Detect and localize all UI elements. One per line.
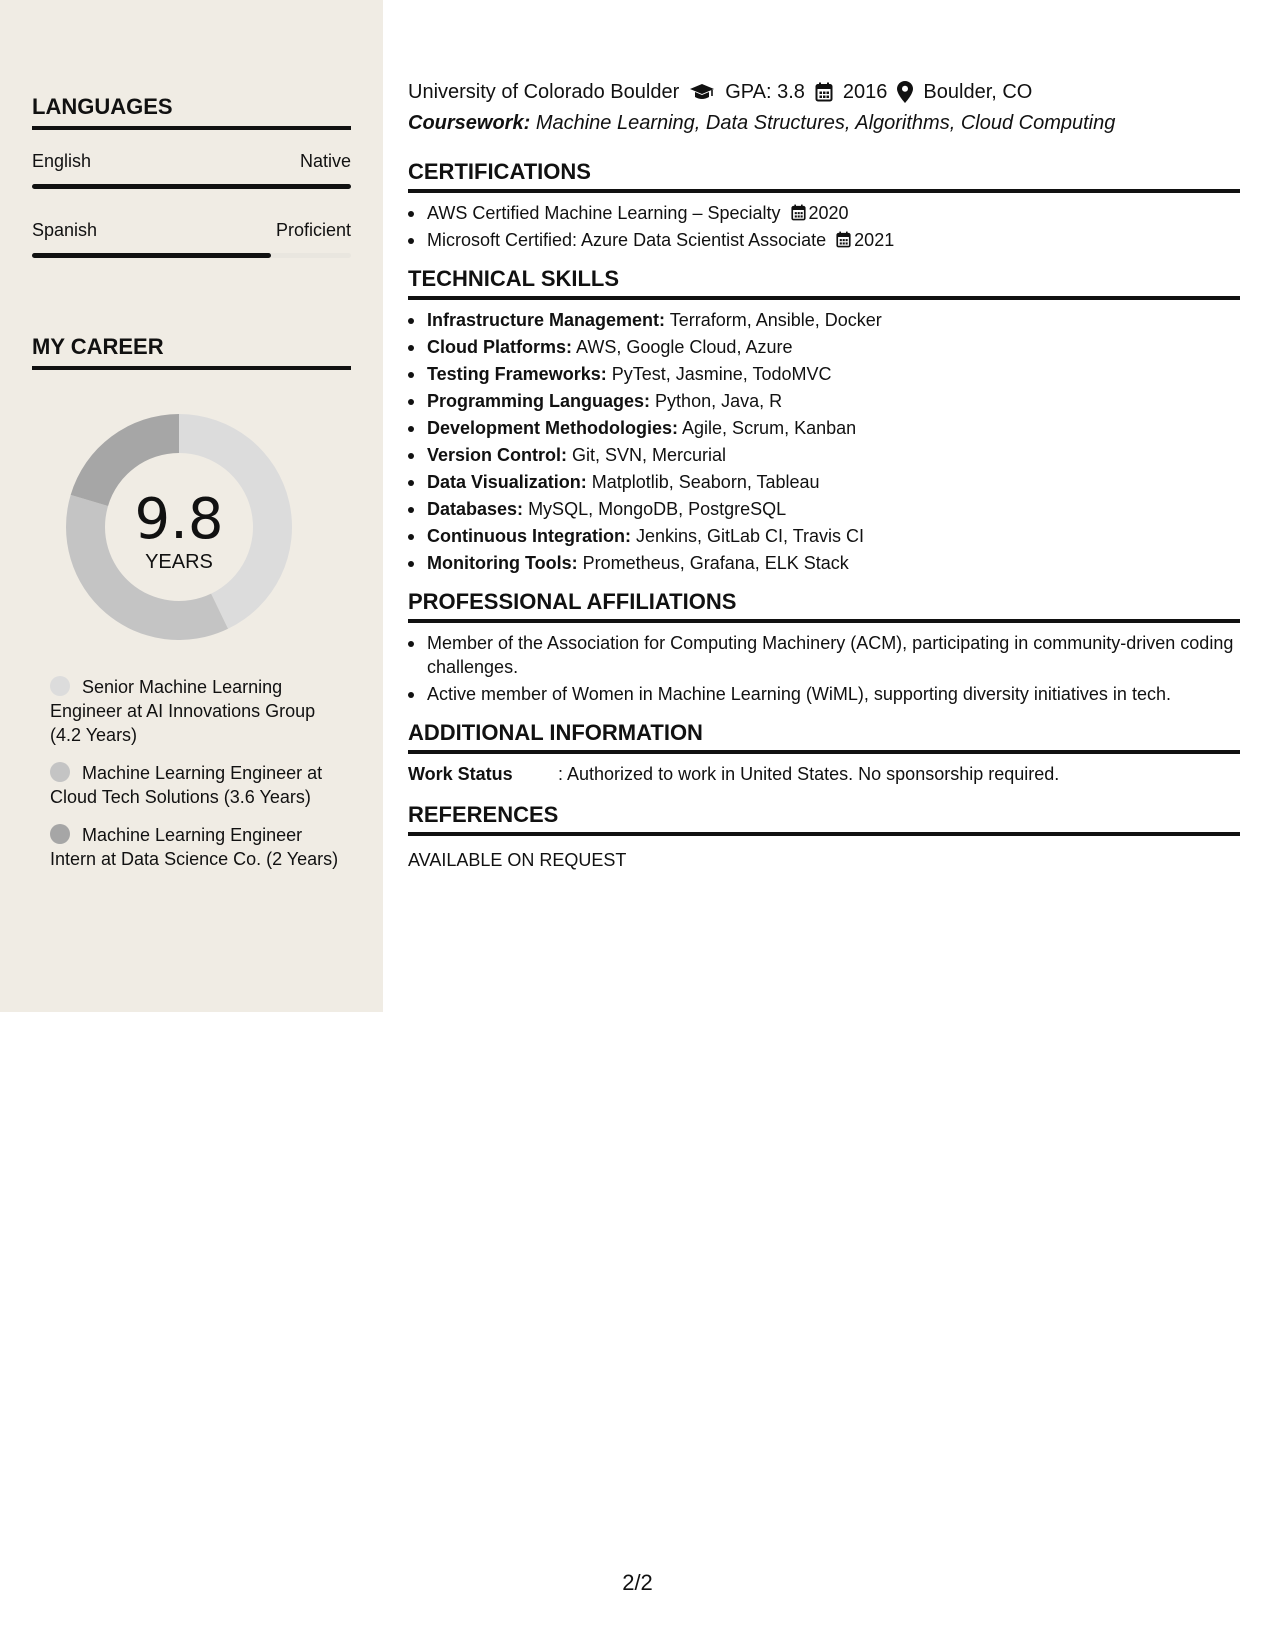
career-total-unit: YEARS — [145, 551, 213, 573]
career-item-text: Machine Learning Engineer Intern at Data Science Co. (2 Years) — [50, 825, 339, 869]
skill-label: Programming Languages: — [427, 391, 651, 411]
language-row — [32, 130, 351, 199]
education-line — [408, 78, 1240, 106]
language-proficiency-bar — [32, 253, 351, 258]
skill-value: Prometheus, Grafana, ELK Stack — [582, 553, 849, 573]
sidebar — [0, 0, 383, 1012]
school-name: University of Colorado Boulder — [408, 81, 680, 103]
language-level: Native — [299, 151, 351, 171]
career-donut-chart — [66, 414, 292, 640]
skill-label: Cloud Platforms: — [427, 337, 573, 357]
certifications-heading: CERTIFICATIONS — [408, 159, 1240, 193]
career-total-value: 9.8 — [134, 487, 224, 552]
language-name: English — [32, 151, 92, 171]
references-heading: REFERENCES — [408, 802, 1240, 836]
gpa: GPA: 3.8 — [725, 81, 805, 103]
technical-skills-list — [408, 308, 1240, 575]
references-text: AVAILABLE ON REQUEST — [408, 850, 627, 870]
certification-item — [408, 201, 1240, 225]
skill-value: Python, Java, R — [655, 391, 783, 411]
skill-label: Testing Frameworks: — [427, 364, 607, 384]
skill-value: Terraform, Ansible, Docker — [669, 310, 882, 330]
skill-value: Agile, Scrum, Kanban — [682, 418, 857, 438]
skill-label: Databases: — [427, 499, 524, 519]
technical-skills-heading: TECHNICAL SKILLS — [408, 266, 1240, 300]
skill-item — [408, 497, 1240, 521]
skill-label: Monitoring Tools: — [427, 553, 578, 573]
language-proficiency-fill — [32, 184, 351, 189]
skill-item — [408, 362, 1240, 386]
affiliations-heading: PROFESSIONAL AFFILIATIONS — [408, 589, 1240, 623]
graduation-cap-icon — [689, 82, 715, 102]
career-item — [50, 823, 340, 871]
languages-section — [32, 94, 351, 268]
skill-value: AWS, Google Cloud, Azure — [576, 337, 793, 357]
work-status-row — [408, 762, 1240, 786]
career-heading: MY CAREER — [32, 334, 351, 370]
affiliations-list — [408, 631, 1240, 706]
graduation-year: 2016 — [842, 81, 888, 103]
skill-item — [408, 443, 1240, 467]
calendar-icon — [815, 82, 833, 102]
certification-name: AWS Certified Machine Learning – Specialty — [427, 203, 781, 223]
affiliation-item: Member of the Association for Computing Machinery (ACM), participating in community-driven coding challenges. — [408, 631, 1240, 679]
career-list — [50, 675, 340, 885]
certification-year: 2021 — [854, 230, 895, 250]
language-name: Spanish — [32, 220, 98, 240]
coursework-label: Coursework: — [408, 112, 531, 134]
skill-value: Matplotlib, Seaborn, Tableau — [591, 472, 820, 492]
page-number: 2/2 — [622, 1570, 653, 1595]
skill-label: Continuous Integration: — [427, 526, 631, 546]
main-content — [408, 78, 1240, 872]
legend-dot — [50, 676, 70, 696]
skill-label: Infrastructure Management: — [427, 310, 666, 330]
certification-item — [408, 228, 1240, 252]
language-level: Proficient — [275, 220, 351, 240]
certifications-list — [408, 201, 1240, 252]
career-item-text: Machine Learning Engineer at Cloud Tech Solutions (3.6 Years) — [50, 763, 323, 807]
school-location: Boulder, CO — [923, 81, 1033, 103]
skill-value: Git, SVN, Mercurial — [572, 445, 727, 465]
calendar-icon — [791, 204, 806, 221]
skill-item — [408, 416, 1240, 440]
coursework-list: Machine Learning, Data Structures, Algorithms, Cloud Computing — [535, 112, 1116, 134]
language-row — [32, 199, 351, 268]
skill-item — [408, 470, 1240, 494]
skill-item — [408, 551, 1240, 575]
location-pin-icon — [897, 81, 913, 103]
coursework-line — [408, 109, 1240, 137]
career-item — [50, 675, 340, 747]
certification-name: Microsoft Certified: Azure Data Scientist Associate — [427, 230, 827, 250]
legend-dot — [50, 762, 70, 782]
skill-label: Version Control: — [427, 445, 568, 465]
work-status-value: : Authorized to work in United States. No sponsorship required. — [558, 764, 1060, 784]
legend-dot — [50, 824, 70, 844]
skill-value: Jenkins, GitLab CI, Travis CI — [635, 526, 865, 546]
skill-item — [408, 308, 1240, 332]
skill-label: Data Visualization: — [427, 472, 587, 492]
skill-item — [408, 389, 1240, 413]
skill-item — [408, 335, 1240, 359]
additional-info-heading: ADDITIONAL INFORMATION — [408, 720, 1240, 754]
language-proficiency-bar — [32, 184, 351, 189]
career-item — [50, 761, 340, 809]
skill-item — [408, 524, 1240, 548]
affiliation-item: Active member of Women in Machine Learning (WiML), supporting diversity initiatives in tech. — [408, 682, 1240, 706]
skill-value: PyTest, Jasmine, TodoMVC — [611, 364, 832, 384]
skill-value: MySQL, MongoDB, PostgreSQL — [528, 499, 787, 519]
career-item-text: Senior Machine Learning Engineer at AI Innovations Group (4.2 Years) — [50, 677, 316, 745]
language-proficiency-fill — [32, 253, 271, 258]
languages-heading: LANGUAGES — [32, 94, 351, 130]
skill-label: Development Methodologies: — [427, 418, 679, 438]
certification-year: 2020 — [808, 203, 849, 223]
career-section — [32, 334, 351, 370]
work-status-label: Work Status — [408, 764, 513, 784]
calendar-icon — [836, 231, 851, 248]
